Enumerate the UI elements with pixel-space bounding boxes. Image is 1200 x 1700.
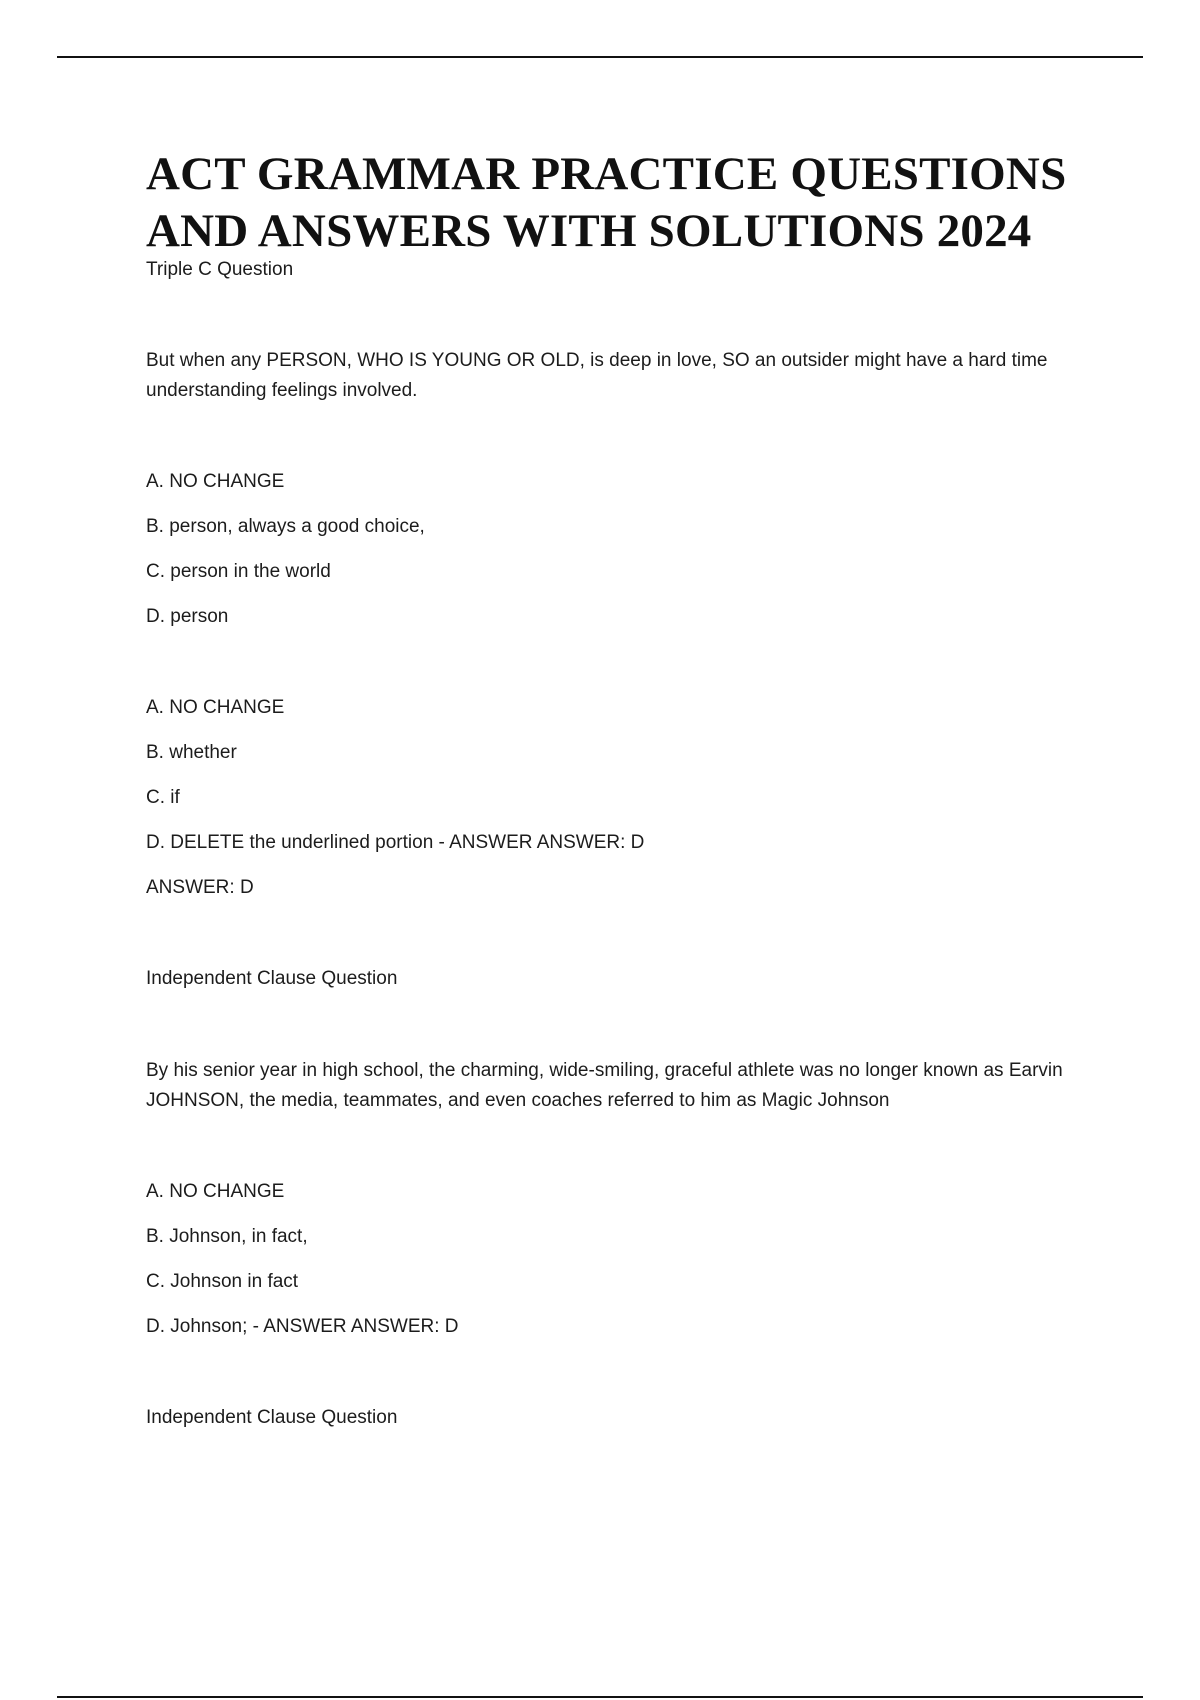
- answer-option: B. whether: [146, 742, 237, 763]
- header-rule: [57, 56, 1143, 58]
- answer-line: ANSWER: D: [146, 877, 254, 898]
- question-heading: Triple C Question: [146, 259, 294, 280]
- answer-option: A. NO CHANGE: [146, 471, 285, 492]
- answer-option: D. DELETE the underlined portion - ANSWER ANSWER: D: [146, 832, 645, 853]
- question-heading: Independent Clause Question: [146, 1407, 398, 1428]
- answer-option: B. person, always a good choice,: [146, 516, 425, 537]
- page-title: ACT GRAMMAR PRACTICE QUESTIONS AND ANSWERS WITH SOLUTIONS 2024: [146, 148, 1067, 257]
- question-heading: Independent Clause Question: [146, 968, 398, 989]
- answer-option: D. Johnson; - ANSWER ANSWER: D: [146, 1316, 459, 1337]
- answer-option: B. Johnson, in fact,: [146, 1226, 308, 1247]
- question-prompt: But when any PERSON, WHO IS YOUNG OR OLD, is deep in love, SO an outsider might have a hard time understanding feelings involved.: [146, 350, 1048, 401]
- footer-rule: [57, 1696, 1143, 1698]
- answer-option: C. if: [146, 787, 180, 808]
- answer-option: C. Johnson in fact: [146, 1271, 299, 1292]
- answer-option: A. NO CHANGE: [146, 1181, 285, 1202]
- answer-option: D. person: [146, 606, 229, 627]
- question-prompt: By his senior year in high school, the charming, wide-smiling, graceful athlete was no longer known as Earvin JOHNSON, the media, teammates, and even coaches referred to him as Magic Johnson: [146, 1060, 1063, 1111]
- answer-option: C. person in the world: [146, 561, 331, 582]
- answer-option: A. NO CHANGE: [146, 697, 285, 718]
